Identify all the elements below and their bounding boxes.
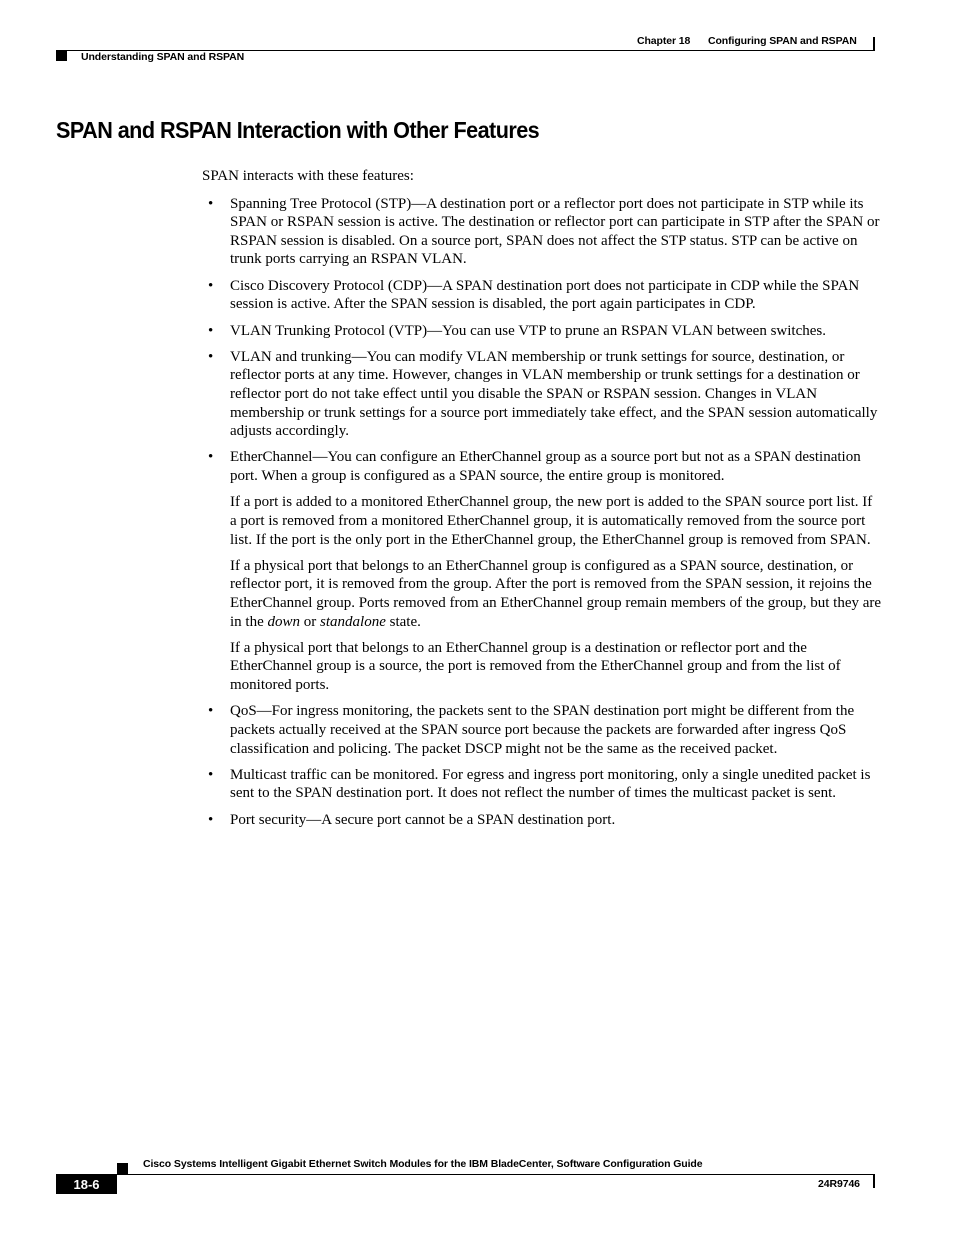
header-chapter-title: Configuring SPAN and RSPAN: [708, 35, 857, 47]
footer-right-bar: [873, 1175, 875, 1188]
list-item-vlan-trunking: [202, 348, 882, 441]
footer-rule: [56, 1174, 875, 1175]
state-down: down: [267, 613, 301, 630]
para3-text-start: If a physical port that belongs to an EtherChannel group is configured as a SPAN source, destination, or reflector port, it is removed from the group. After the port is removed from the SPAN session, it rejoins the EtherChannel group. Ports removed from an EtherChannel group remain members of the group, but they are in the: [230, 557, 882, 630]
list-item-stp: [202, 195, 882, 269]
para3-text-end: state.: [385, 613, 421, 630]
list-item-text: QoS—For ingress monitoring, the packets sent to the SPAN destination port might be different from the packets actually received at the SPAN source port because the packets are forwarded after ingress QoS classification and policing. The packet DSCP might not be the same as the received packet.: [230, 703, 855, 757]
bullet-glyph: •: [208, 766, 214, 783]
list-item-text: VLAN and trunking—You can modify VLAN membership or trunk settings for source, destination, or reflector ports at any time. However, changes in VLAN membership or trunk settings for a destination or reflector port do not take effect until you disable the SPAN or RSPAN session. Changes in VLAN membership or trunk settings for a source port immediately take effect, and the SPAN session automatically adjusts accordingly.: [230, 348, 878, 440]
bullet-glyph: •: [208, 703, 214, 720]
body-content: [202, 167, 882, 837]
bullet-glyph: •: [208, 811, 214, 828]
list-item-multicast: [202, 766, 882, 803]
footer-marker: [117, 1163, 128, 1174]
footer-book-title: Cisco Systems Intelligent Gigabit Ethernet Switch Modules for the IBM BladeCenter, Software Configuration Guide: [143, 1158, 703, 1170]
bullet-glyph: •: [208, 322, 214, 339]
header-chapter: Chapter 18: [637, 35, 691, 47]
etherchannel-paragraph-2: If a port is added to a monitored EtherChannel group, the new port is added to the SPAN source port list. If a port is removed from a monitored EtherChannel group, it is automatically removed from the source port list. If the port is the only port in the EtherChannel group, the EtherChannel group is removed from SPAN.: [230, 494, 873, 548]
section-heading: SPAN and RSPAN Interaction with Other Features: [56, 117, 540, 143]
bullet-glyph: •: [208, 449, 214, 466]
header-section: Understanding SPAN and RSPAN: [81, 51, 245, 63]
footer-doc-id: 24R9746: [818, 1178, 860, 1190]
list-item-text: Multicast traffic can be monitored. For egress and ingress port monitoring, only a single unedited packet is sent to the SPAN destination port. It does not reflect the number of times the multicast packet is sent.: [230, 766, 871, 802]
list-item-text: Cisco Discovery Protocol (CDP)—A SPAN destination port does not participate in CDP while the SPAN session is active. After the SPAN session is disabled, the port again participates in CDP.: [230, 277, 860, 313]
bullet-glyph: •: [208, 195, 214, 212]
page-number: 18-6: [56, 1175, 117, 1194]
list-item-port-security: [202, 811, 882, 830]
header-section-marker: [56, 51, 67, 61]
feature-list: [202, 195, 882, 830]
bullet-glyph: •: [208, 348, 214, 365]
list-item-vtp: [202, 322, 882, 341]
header-right-bar: [873, 37, 875, 50]
list-item-etherchannel: [202, 448, 882, 694]
list-item-text: EtherChannel—You can configure an EtherChannel group as a source port but not as a SPAN destination port. When a group is configured as a SPAN source, the entire group is monitored.: [230, 449, 861, 485]
list-item-text: Port security—A secure port cannot be a SPAN destination port.: [230, 811, 616, 828]
para3-text-mid: or: [300, 613, 321, 630]
etherchannel-paragraph-3: [230, 557, 882, 631]
bullet-glyph: •: [208, 277, 214, 294]
list-item-text: VLAN Trunking Protocol (VTP)—You can use VTP to prune an RSPAN VLAN between switches.: [230, 322, 826, 339]
list-item-cdp: [202, 277, 882, 314]
list-item-qos: [202, 702, 882, 758]
list-item-text: Spanning Tree Protocol (STP)—A destination port or a reflector port does not participate in STP while its SPAN or RSPAN session is active. The destination or reflector port can participate in STP after the SPAN or RSPAN session is disabled. On a source port, SPAN does not affect the STP status. STP can be active on trunk ports carrying an RSPAN VLAN.: [230, 195, 880, 268]
intro-paragraph: SPAN interacts with these features:: [202, 168, 414, 184]
state-standalone: standalone: [320, 613, 386, 630]
etherchannel-paragraph-4: If a physical port that belongs to an EtherChannel group is a destination or reflector port and the EtherChannel group is a source, the port is removed from the EtherChannel group and from the list of monitored ports.: [230, 639, 841, 694]
